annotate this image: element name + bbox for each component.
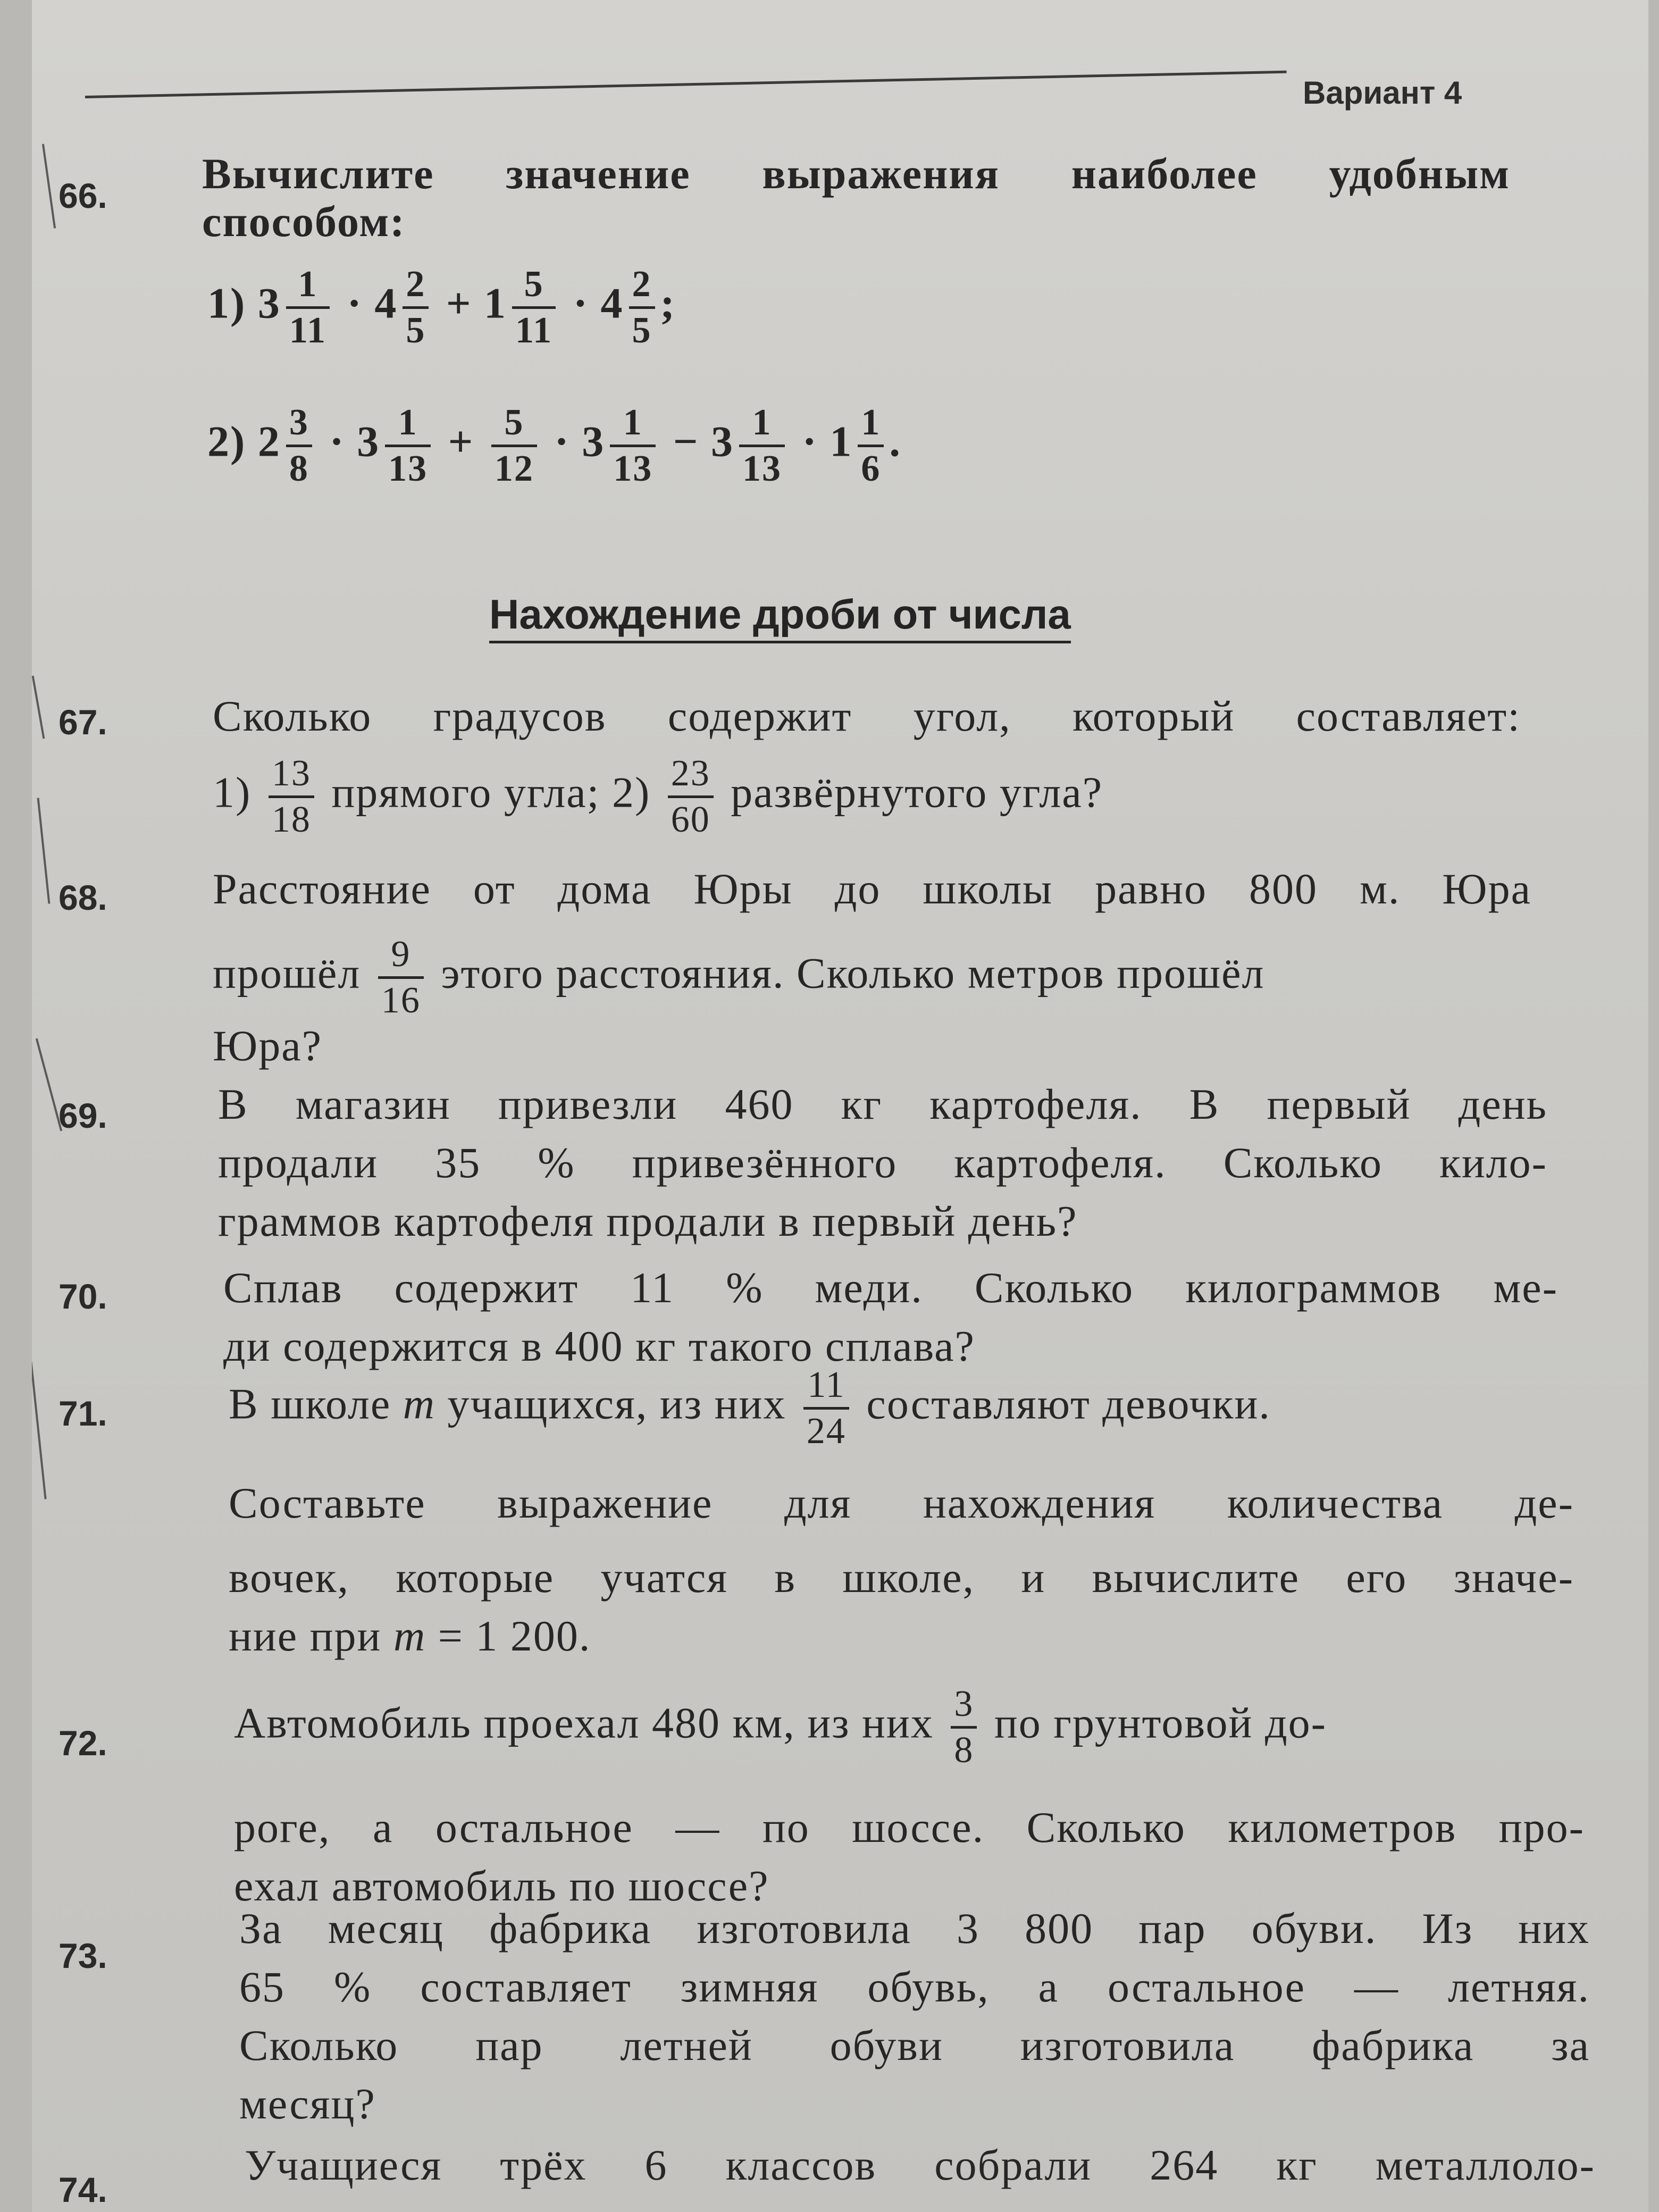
operator: − <box>673 417 699 466</box>
numerator: 1 <box>752 402 772 443</box>
text-segment: составляют девочки. <box>866 1379 1271 1428</box>
numerator: 9 <box>391 934 411 975</box>
whole-part: 4 <box>600 279 624 328</box>
problem-text-line: продали 35 % привезённого картофеля. Сколько кило- <box>218 1138 1547 1187</box>
whole-part: 2 <box>257 417 281 466</box>
problem-number: 68. <box>58 878 107 917</box>
numerator: 5 <box>504 402 524 443</box>
fraction <box>951 1683 977 1771</box>
numerator: 1 <box>298 264 318 305</box>
fraction <box>378 936 424 1019</box>
text-segment: этого расстояния. Сколько метров прошёл <box>441 949 1265 998</box>
whole-part: 3 <box>357 417 380 466</box>
operator: · <box>554 417 570 466</box>
problem-number: 70. <box>58 1277 107 1316</box>
whole-part: 3 <box>711 417 734 466</box>
text-segment: развёрнутого угла? <box>731 768 1103 817</box>
problem-number: 69. <box>58 1096 107 1135</box>
problem-number: 72. <box>58 1723 107 1763</box>
fraction <box>269 755 314 839</box>
numerator: 1 <box>623 402 643 443</box>
problem-text-line <box>213 936 1264 1019</box>
numerator: 13 <box>271 753 311 794</box>
fraction <box>403 266 429 349</box>
denominator: 18 <box>269 795 314 839</box>
problem-text-line: месяц? <box>239 2080 376 2128</box>
fraction <box>512 266 556 349</box>
fraction <box>286 266 330 349</box>
numerator: 5 <box>524 264 544 305</box>
variable-m: m <box>393 1612 426 1660</box>
expression-1 <box>207 266 676 349</box>
textbook-page <box>32 0 1648 2212</box>
fraction <box>668 755 714 839</box>
problem-text-line <box>234 1683 1327 1771</box>
numerator: 1 <box>861 402 881 443</box>
problem-text-line: ехал автомобиль по шоссе? <box>234 1862 769 1910</box>
problem-text-line: способом: <box>202 197 406 246</box>
problem-text-line: роге, а остальное — по шоссе. Сколько километров про- <box>234 1803 1585 1851</box>
denominator: 24 <box>803 1407 849 1450</box>
fraction <box>858 404 884 488</box>
whole-part: 1 <box>484 279 507 328</box>
numerator: 1 <box>398 402 418 443</box>
operator: · <box>347 279 363 328</box>
fraction <box>286 404 312 488</box>
problem-text-line: 65 % составляет зимняя обувь, а остальное — летняя. <box>239 1963 1590 2011</box>
denominator: 13 <box>739 445 785 488</box>
operator: + <box>446 279 472 328</box>
numerator: 2 <box>406 264 426 305</box>
text-segment: прошёл <box>213 949 361 998</box>
denominator: 13 <box>610 445 656 488</box>
problem-text-line: ди содержится в 400 кг такого сплава? <box>223 1322 975 1370</box>
operator: · <box>802 417 818 466</box>
problem-text-line: Сколько пар летней обуви изготовила фабрика за <box>239 2021 1590 2069</box>
text-segment: В школе <box>229 1379 391 1428</box>
operator: + <box>448 417 474 466</box>
problem-text-line: граммов картофеля продали в первый день? <box>218 1197 1078 1245</box>
problem-text-line: За месяц фабрика изготовила 3 800 пар обуви. Из них <box>239 1904 1590 1953</box>
punctuation: ; <box>660 279 676 328</box>
problem-text-line: Расстояние от дома Юры до школы равно 800 м. Юра <box>213 865 1531 913</box>
problem-text-line: Сколько градусов содержит угол, который составляет: <box>213 692 1521 740</box>
denominator: 12 <box>491 445 537 488</box>
problem-text-line: Составьте выражение для нахождения количества де- <box>229 1479 1574 1527</box>
denominator: 60 <box>668 795 714 839</box>
problem-text-line: В магазин привезли 460 кг картофеля. В первый день <box>218 1080 1547 1128</box>
fraction <box>491 404 537 488</box>
problem-number: 71. <box>58 1394 107 1433</box>
denominator: 11 <box>512 306 556 349</box>
denominator: 6 <box>858 445 884 488</box>
header-rule <box>85 71 1287 98</box>
problem-number: 66. <box>58 176 107 215</box>
pencil-check-mark <box>37 798 51 903</box>
problem-text-line <box>229 1364 1271 1452</box>
text-segment: по грунтовой до- <box>994 1698 1327 1747</box>
fraction <box>803 1364 849 1452</box>
item-label: 2) <box>207 417 246 466</box>
problem-text-line <box>229 1611 591 1661</box>
operator: · <box>573 279 589 328</box>
fraction <box>739 404 785 488</box>
problem-text-line: вочек, которые учатся в школе, и вычислите его значе- <box>229 1553 1574 1602</box>
denominator: 8 <box>286 445 312 488</box>
text-segment: Автомобиль проехал 480 км, из них <box>234 1698 934 1747</box>
denominator: 16 <box>378 976 424 1019</box>
problem-text-line: Вычислите значение выражения наиболее удобным <box>202 149 1510 198</box>
expression-2 <box>207 404 901 488</box>
numerator: 2 <box>632 264 652 305</box>
numerator: 3 <box>289 402 309 443</box>
pencil-check-mark <box>32 1362 47 1499</box>
denominator: 11 <box>286 306 330 349</box>
whole-part: 1 <box>830 417 853 466</box>
variable-m: m <box>403 1379 435 1428</box>
whole-part: 4 <box>374 279 398 328</box>
fraction <box>385 404 431 488</box>
problem-text-line: Учащиеся трёх 6 классов собрали 264 кг металлоло- <box>245 2141 1595 2189</box>
text-segment: = 1 200. <box>438 1612 591 1660</box>
item-label: 1) <box>213 768 252 817</box>
denominator: 5 <box>403 306 429 349</box>
problem-number: 74. <box>58 2170 107 2209</box>
text-segment: учащихся, из них <box>447 1379 786 1428</box>
denominator: 8 <box>951 1726 977 1769</box>
denominator: 5 <box>629 306 655 349</box>
whole-part: 3 <box>257 279 281 328</box>
numerator: 23 <box>671 753 710 794</box>
section-title: Нахождение дроби от числа <box>489 590 1071 643</box>
problem-number: 73. <box>58 1936 107 1975</box>
problem-text-line: Сплав содержит 11 % меди. Сколько килограммов ме- <box>223 1263 1558 1312</box>
operator: · <box>329 417 345 466</box>
numerator: 11 <box>807 1364 845 1405</box>
problem-number: 67. <box>58 702 107 742</box>
fraction <box>629 266 655 349</box>
text-segment: ние при <box>229 1612 382 1660</box>
whole-part: 3 <box>582 417 605 466</box>
problem-text-line <box>213 755 1103 839</box>
text-segment: прямого угла; 2) <box>331 768 651 817</box>
item-label: 1) <box>207 279 246 328</box>
denominator: 13 <box>385 445 431 488</box>
pencil-check-mark <box>32 676 45 739</box>
variant-label: Вариант 4 <box>1303 75 1462 111</box>
fraction <box>610 404 656 488</box>
pencil-check-mark <box>42 144 56 229</box>
problem-text-line: Юра? <box>213 1021 323 1070</box>
numerator: 3 <box>954 1683 974 1724</box>
punctuation: . <box>889 417 901 466</box>
